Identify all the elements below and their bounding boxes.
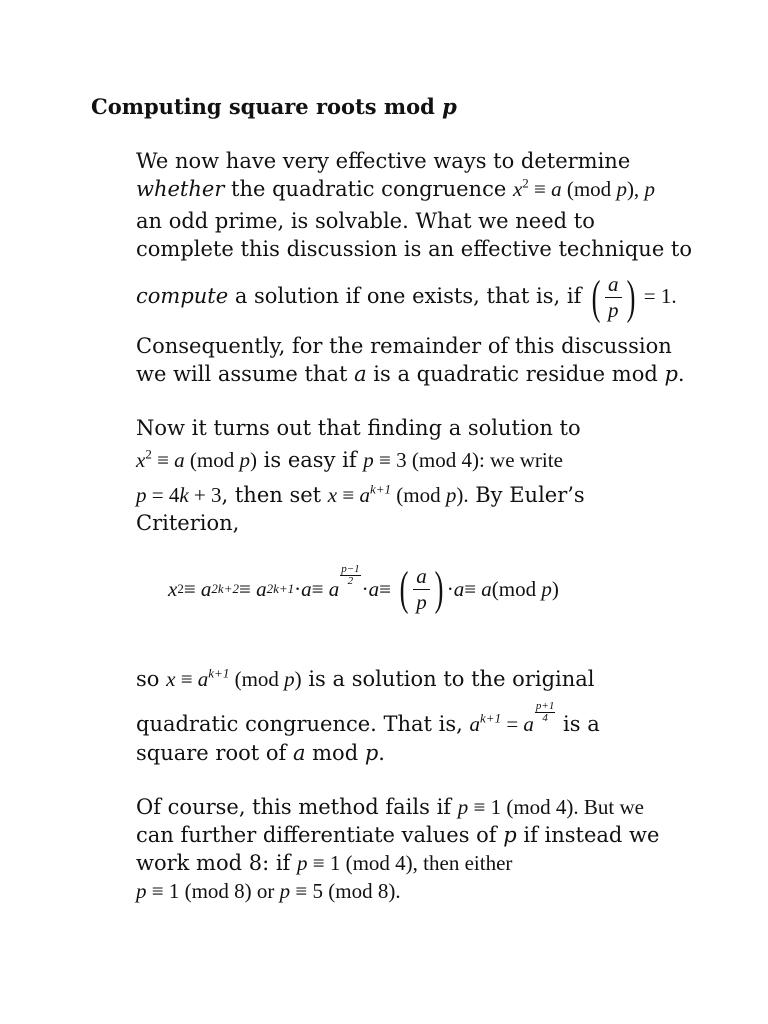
p5-line-4: p ≡ 1 (mod 8) or p ≡ 5 (mod 8). (136, 879, 401, 903)
heading-variable: p (442, 94, 457, 119)
display-equation: x 2 ≡ a 2k+2 ≡ a 2k+1 · a ≡ a $\frac{p-1}{2}$ · a ≡ ( $\frac{a}{p}$ ) · a ≡ a (mod p ) (168, 562, 559, 615)
legendre-symbol: ( $\frac{a}{p}$ ) (591, 270, 635, 324)
legendre-denominator: p (608, 298, 619, 322)
p1-line-5 (136, 272, 677, 322)
p1-line-4: complete this discussion is an effective technique to (136, 237, 693, 261)
var-p: p (616, 177, 627, 201)
p1-line-3: an odd prime, is solvable. What we need to (136, 209, 595, 233)
p3-line-3: p = 4k + 3, then set $x \equiv a^{k+1}$ (mod p). By Euler’s (136, 481, 585, 507)
congruence-inline (513, 177, 655, 201)
exponent-fraction: $\frac{p-1}{2}$ (341, 562, 360, 587)
p4-line-2: quadratic congruence. That is, $a^{k+1} = a$ $\frac{p+1}{4}$ is a (136, 699, 600, 736)
p5-line-3: work mod 8: if p ≡ 1 (mod 4), then either (136, 851, 513, 875)
close-paren: ), (626, 177, 645, 201)
var-p: p (664, 362, 678, 386)
emphasis-compute: compute (136, 284, 229, 308)
equals-one: = 1. (638, 284, 677, 308)
var-p: p (644, 177, 655, 201)
p1-line-2 (136, 175, 655, 203)
legendre-symbol-display: ( $\frac{a}{p}$ ) (399, 562, 444, 615)
exp: 2 (522, 175, 529, 191)
p1-line-2-text: the quadratic congruence (224, 177, 513, 201)
p3-line-2: $x^2 \equiv a$ (mod p) is easy if p ≡ 3 (mod 4): we write (136, 446, 563, 472)
p4-line-1: so $x \equiv a^{k+1}$ (mod p) is a solution to the original (136, 665, 595, 691)
p3-line-4: Criterion, (136, 511, 240, 535)
heading-text: Computing square roots mod (91, 94, 435, 119)
p1-line-5-text: a solution if one exists, that is, if (228, 284, 589, 308)
mod-text: (mod (561, 177, 617, 201)
exponent-fraction: $\frac{p+1}{4}$ (535, 699, 555, 724)
p2-line-1: Consequently, for the remainder of this discussion (136, 334, 672, 358)
p3-line-1: Now it turns out that finding a solution to (136, 416, 581, 440)
legendre-numerator: a (605, 274, 622, 298)
p5-line-1: Of course, this method fails if p ≡ 1 (mod 4). But we (136, 795, 644, 819)
p5-line-2: can further differentiate values of p if instead we (136, 823, 660, 847)
var-a: a (551, 177, 562, 201)
congruent-sign: ≡ (528, 177, 552, 201)
section-heading (91, 92, 457, 122)
var-a: a (354, 362, 367, 386)
p4-line-3: square root of a mod p. (136, 741, 385, 765)
p2-line-2: we will assume that a is a quadratic residue mod p. (136, 362, 685, 386)
emphasis-whether: whether (136, 177, 225, 201)
congruence-inline: $x^2 \equiv a$ (mod p) (136, 446, 257, 472)
p1-line-1: We now have very effective ways to determine (136, 149, 631, 173)
var-x: x (512, 177, 523, 201)
condition-inline: p ≡ 3 (mod 4): we write (363, 448, 563, 472)
